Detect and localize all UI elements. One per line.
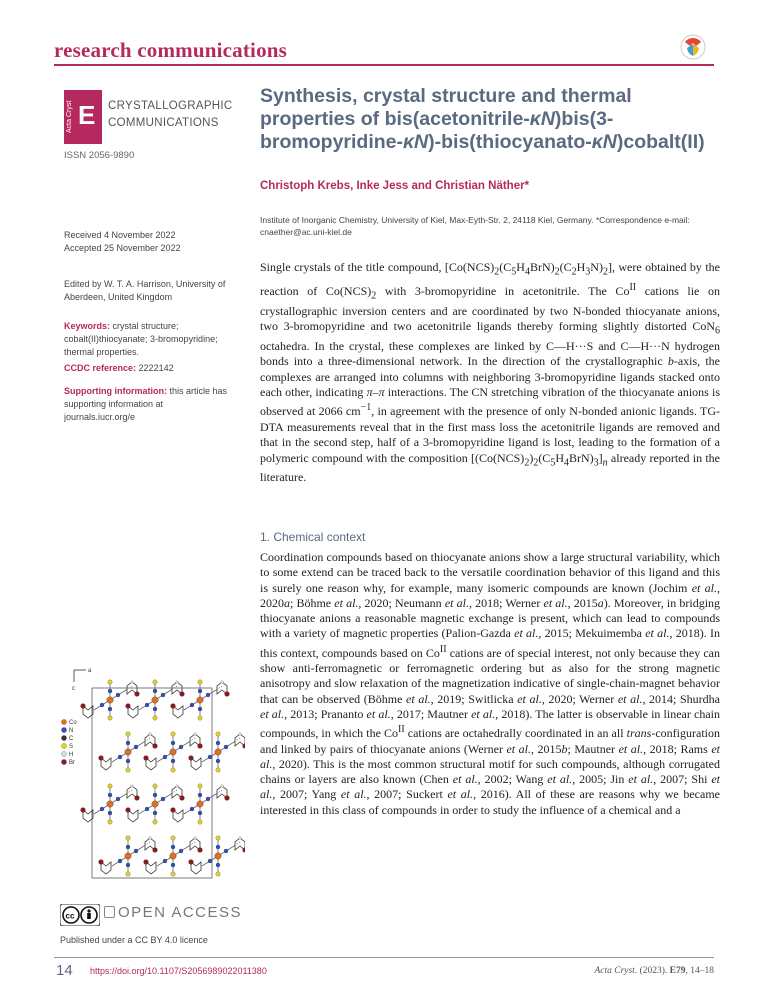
doi-link[interactable]: https://doi.org/10.1107/S2056989022011380 [90,966,267,976]
cobalt-atom [152,801,158,807]
bromine-atom [153,744,158,749]
nitrogen-atom [198,811,202,815]
hydrogen-atom [176,681,179,684]
open-access-lock-icon [104,906,115,918]
edited-by: Edited by W. T. A. Harrison, University of Aberdeen, United Kingdom [64,279,226,302]
bromine-atom [99,756,104,761]
cobalt-atom [125,749,131,755]
hydrogen-atom [149,733,152,736]
sulfur-atom [126,872,130,876]
supporting-text[interactable]: this article has supporting information at journals.iucr.org/e [64,386,228,422]
bromine-atom [144,860,149,865]
bromine-atom [126,808,131,813]
supporting-label: Supporting information: [64,386,167,396]
accepted-date: Accepted 25 November 2022 [64,243,181,253]
nitrogen-atom [116,797,120,801]
nitrogen-atom [118,859,122,863]
axis-a-label: a [88,668,92,674]
nitrogen-atom [161,693,165,697]
bromine-atom [171,704,176,709]
nitrogen-atom [163,859,167,863]
legend-dot-br [61,759,66,764]
cobalt-atom [197,801,203,807]
nitrogen-atom [153,707,157,711]
hydrogen-atom [194,733,197,736]
keywords [64,320,240,359]
atom-legend [61,719,77,766]
nitrogen-atom [153,811,157,815]
molecule-layer [81,680,245,876]
nitrogen-atom [108,689,112,693]
cobalt-atom [152,697,158,703]
nitrogen-atom [190,807,194,811]
nitrogen-atom [208,755,212,759]
footer-divider [54,957,714,958]
sulfur-atom [198,784,202,788]
nitrogen-atom [145,703,149,707]
nitrogen-atom [208,859,212,863]
article-title: Synthesis, crystal structure and thermal properties of bis(acetonitrile-κN)bis(3-bromopyridine-κN)-bis(thiocyanato-κN)cobalt(II) [260,85,705,153]
sulfur-atom [153,716,157,720]
nitrogen-atom [216,845,220,849]
sulfur-atom [216,768,220,772]
legend-label-co: Co [69,720,77,727]
hydrogen-atom [239,837,242,840]
cobalt-atom [215,853,221,859]
hydrogen-atom [149,837,152,840]
citation: Acta Cryst. (2023). E79, 14–18 [594,966,714,976]
bromine-atom [198,744,203,749]
nitrogen-atom [145,807,149,811]
sulfur-atom [198,716,202,720]
nitrogen-atom [224,745,228,749]
nitrogen-atom [116,693,120,697]
journal-name-line2: COMMUNICATIONS [108,117,219,129]
ccdc-label: CCDC reference: [64,363,137,373]
hydrogen-atom [221,785,224,788]
bromine-atom [189,860,194,865]
legend-label-br: Br [69,760,75,767]
nitrogen-atom [153,793,157,797]
bromine-atom [180,796,185,801]
sulfur-atom [171,836,175,840]
licence[interactable]: Published under a CC BY 4.0 licence [60,935,208,945]
sulfur-atom [108,716,112,720]
bromine-atom [180,692,185,697]
sulfur-atom [171,872,175,876]
nitrogen-atom [224,849,228,853]
nitrogen-atom [161,797,165,801]
cobalt-atom [107,697,113,703]
legend-dot-n [61,727,66,732]
sulfur-atom [108,784,112,788]
bromine-atom [99,860,104,865]
nitrogen-atom [216,759,220,763]
nitrogen-atom [171,845,175,849]
bromine-atom [153,848,158,853]
bromine-atom [81,808,86,813]
nitrogen-atom [216,741,220,745]
hydrogen-atom [221,681,224,684]
cobalt-atom [215,749,221,755]
bromine-atom [144,756,149,761]
nitrogen-atom [190,703,194,707]
ccdc-reference [64,362,244,375]
sulfur-atom [216,872,220,876]
sulfur-atom [108,820,112,824]
open-access-label: OPEN ACCESS [104,904,242,921]
legend-dot-s [61,743,66,748]
nitrogen-atom [171,741,175,745]
sulfur-atom [216,732,220,736]
hydrogen-atom [131,681,134,684]
bromine-atom [198,848,203,853]
section-body: Coordination compounds based on thiocyanate anions show a large structural variability, which to some extend can be traced back to the versatile coordination behavior of this ligand and this is surely one reason why, for example, many isomeric compounds are known (Jochim et al., 2020a; Böhme et al., 2020; Neumann et al., 2018; Werner et al., 2015a). Moreover, in bridging thiocyanate anions a reasonable magnetic exchange is present, which can lead to compounds with a variety of magnetic properties (Palion-Gazda et al., 2015; Mekuimemba et al., 2018). In this context, compounds based on $Co^{II}$ cations are of special interest, not only because they can show anti-ferromagnetic or ferromagnetic ordering but as also for the strong magnetic anisotropy and slow relaxation of the magnetization indicative of single-chain-magnet behavior that can be observed (Böhme et al., 2019; Switlicka et al., 2020; Werner et al., 2014; Shurdha et al., 2013; Prananto et al., 2017; Mautner et al., 2018). The latter is observable in linear chain compounds, in which the $Co^{II}$ cations are octahedrally coordinated in an all trans-configuration and linked by pairs of thiocyanate anions (Werner et al., 2015b; Mautner et al., 2018; Rams et al., 2020). This is the most common structural motif for such compounds, although corrugated chains or layers are also known (Chen et al., 2002; Wang et al., 2005; Jin et al., 2007; Shi et al., 2007; Yang et al., 2007; Suckert et al., 2016). All of these are reasons why we became interested in this class of compounds in order to study the influence of a chemical and a [260,550,721,817]
bromine-atom [225,692,230,697]
nitrogen-atom [108,793,112,797]
axis-c-label: c [72,686,75,692]
nitrogen-atom [100,807,104,811]
bromine-atom [135,692,140,697]
section-title: research communications [54,38,288,62]
legend-dot-co [61,719,66,724]
sulfur-atom [198,820,202,824]
cobalt-atom [107,801,113,807]
sulfur-atom [171,732,175,736]
nitrogen-atom [153,689,157,693]
nitrogen-atom [179,849,183,853]
hydrogen-atom [194,837,197,840]
hydrogen-atom [239,733,242,736]
legend-dot-c [61,735,66,740]
cobalt-atom [197,697,203,703]
journal-logo-letter: E [78,100,96,130]
received-date: Received 4 November 2022 [64,230,176,240]
sulfur-atom [216,836,220,840]
crossmark-icon[interactable] [680,34,706,60]
legend-label-n: N [69,728,74,735]
bromine-atom [81,704,86,709]
sulfur-atom [153,784,157,788]
affiliation: Institute of Inorganic Chemistry, University of Kiel, Max-Eyth-Str. 2, 24118 Kiel, Germany. *Correspondence e-mail: cnaether@ac.uni-kiel.de [260,215,690,237]
nitrogen-atom [126,863,130,867]
journal-name-line1: CRYSTALLOGRAPHIC [108,100,233,112]
legend-label-c: C [69,736,74,743]
sulfur-atom [108,680,112,684]
cobalt-atom [125,853,131,859]
ccdc-value[interactable]: 2222142 [138,363,174,373]
nitrogen-atom [163,755,167,759]
nitrogen-atom [134,745,138,749]
sulfur-atom [126,732,130,736]
sulfur-atom [171,768,175,772]
header-divider [54,64,714,66]
svg-text:cc: cc [65,911,75,921]
nitrogen-atom [108,811,112,815]
nitrogen-atom [206,693,210,697]
nitrogen-atom [171,759,175,763]
bromine-atom [189,756,194,761]
journal-name [108,98,233,132]
cobalt-atom [170,749,176,755]
sulfur-atom [126,836,130,840]
supporting-information [64,385,236,424]
crystal-packing-figure [60,660,245,885]
nitrogen-atom [198,707,202,711]
bromine-atom [225,796,230,801]
abstract: Single crystals of the title compound, $[Co(NCS)_2(C_5H_4BrN)_2(C_2H_3N)_2]$, were obtained by the reaction of $Co(NCS)_2$ with 3-bromopyridine in acetonitrile. The $Co^{II}$ cations lie on crystallographic inversion centers and are coordinated by two N-bonded thiocyanate anions, two 3-bromopyridine and two acetonitrile ligands thereby forming slightly distorted CoN$_6$ octahedra. In the crystal, these complexes are linked by C—H···S and C—H···N hydrogen bonds into a three-dimensional network. In the direction of the crystallographic b-axis, the complexes are arranged into columns with neighboring 3-bromopyridine ligands stacked onto each other, indicating π–π interactions. The CN stretching vibration of the thiocyanate anions is observed at 2066 $cm^{-1}$, in agreement with the presence of only N-bonded anionic ligands. TG-DTA measurements reveal that in the first mass loss the acetonitrile ligands are removed and that in the second step, half of a 3-bromopyridine ligand is lost, leading to the formation of a polymeric compound with the composition $[(Co(NCS)_2)_2(C_5H_4BrN)_3]_n$ already reported in the literature. [260,260,721,485]
legend-label-s: S [69,744,74,751]
sulfur-atom [198,680,202,684]
bromine-atom [171,808,176,813]
hydrogen-atom [131,785,134,788]
bromine-atom [126,704,131,709]
sulfur-atom [126,768,130,772]
bromine-atom [135,796,140,801]
sulfur-atom [153,680,157,684]
journal-logo-side-text: Acta Cryst [66,100,73,134]
nitrogen-atom [108,707,112,711]
nitrogen-atom [126,845,130,849]
legend-label-h: H [69,752,74,759]
section-heading: 1. Chemical context [260,530,366,544]
authors: Christoph Krebs, Inke Jess and Christian Näther* [260,180,530,192]
nitrogen-atom [206,797,210,801]
nitrogen-atom [198,793,202,797]
nitrogen-atom [216,863,220,867]
nitrogen-atom [126,759,130,763]
nitrogen-atom [118,755,122,759]
cobalt-atom [170,853,176,859]
keywords-text: crystal structure; cobalt(II)thiocyanate; 3-bromopyridine; thermal properties. [64,321,218,357]
cc-by-icon[interactable] [60,904,100,926]
keywords-label: Keywords: [64,321,111,331]
nitrogen-atom [126,741,130,745]
sulfur-atom [153,820,157,824]
nitrogen-atom [179,745,183,749]
legend-dot-h [61,751,66,756]
page-number: 14 [56,962,73,979]
issn: ISSN 2056-9890 [64,150,135,161]
nitrogen-atom [171,863,175,867]
nitrogen-atom [198,689,202,693]
nitrogen-atom [100,703,104,707]
nitrogen-atom [134,849,138,853]
hydrogen-atom [176,785,179,788]
